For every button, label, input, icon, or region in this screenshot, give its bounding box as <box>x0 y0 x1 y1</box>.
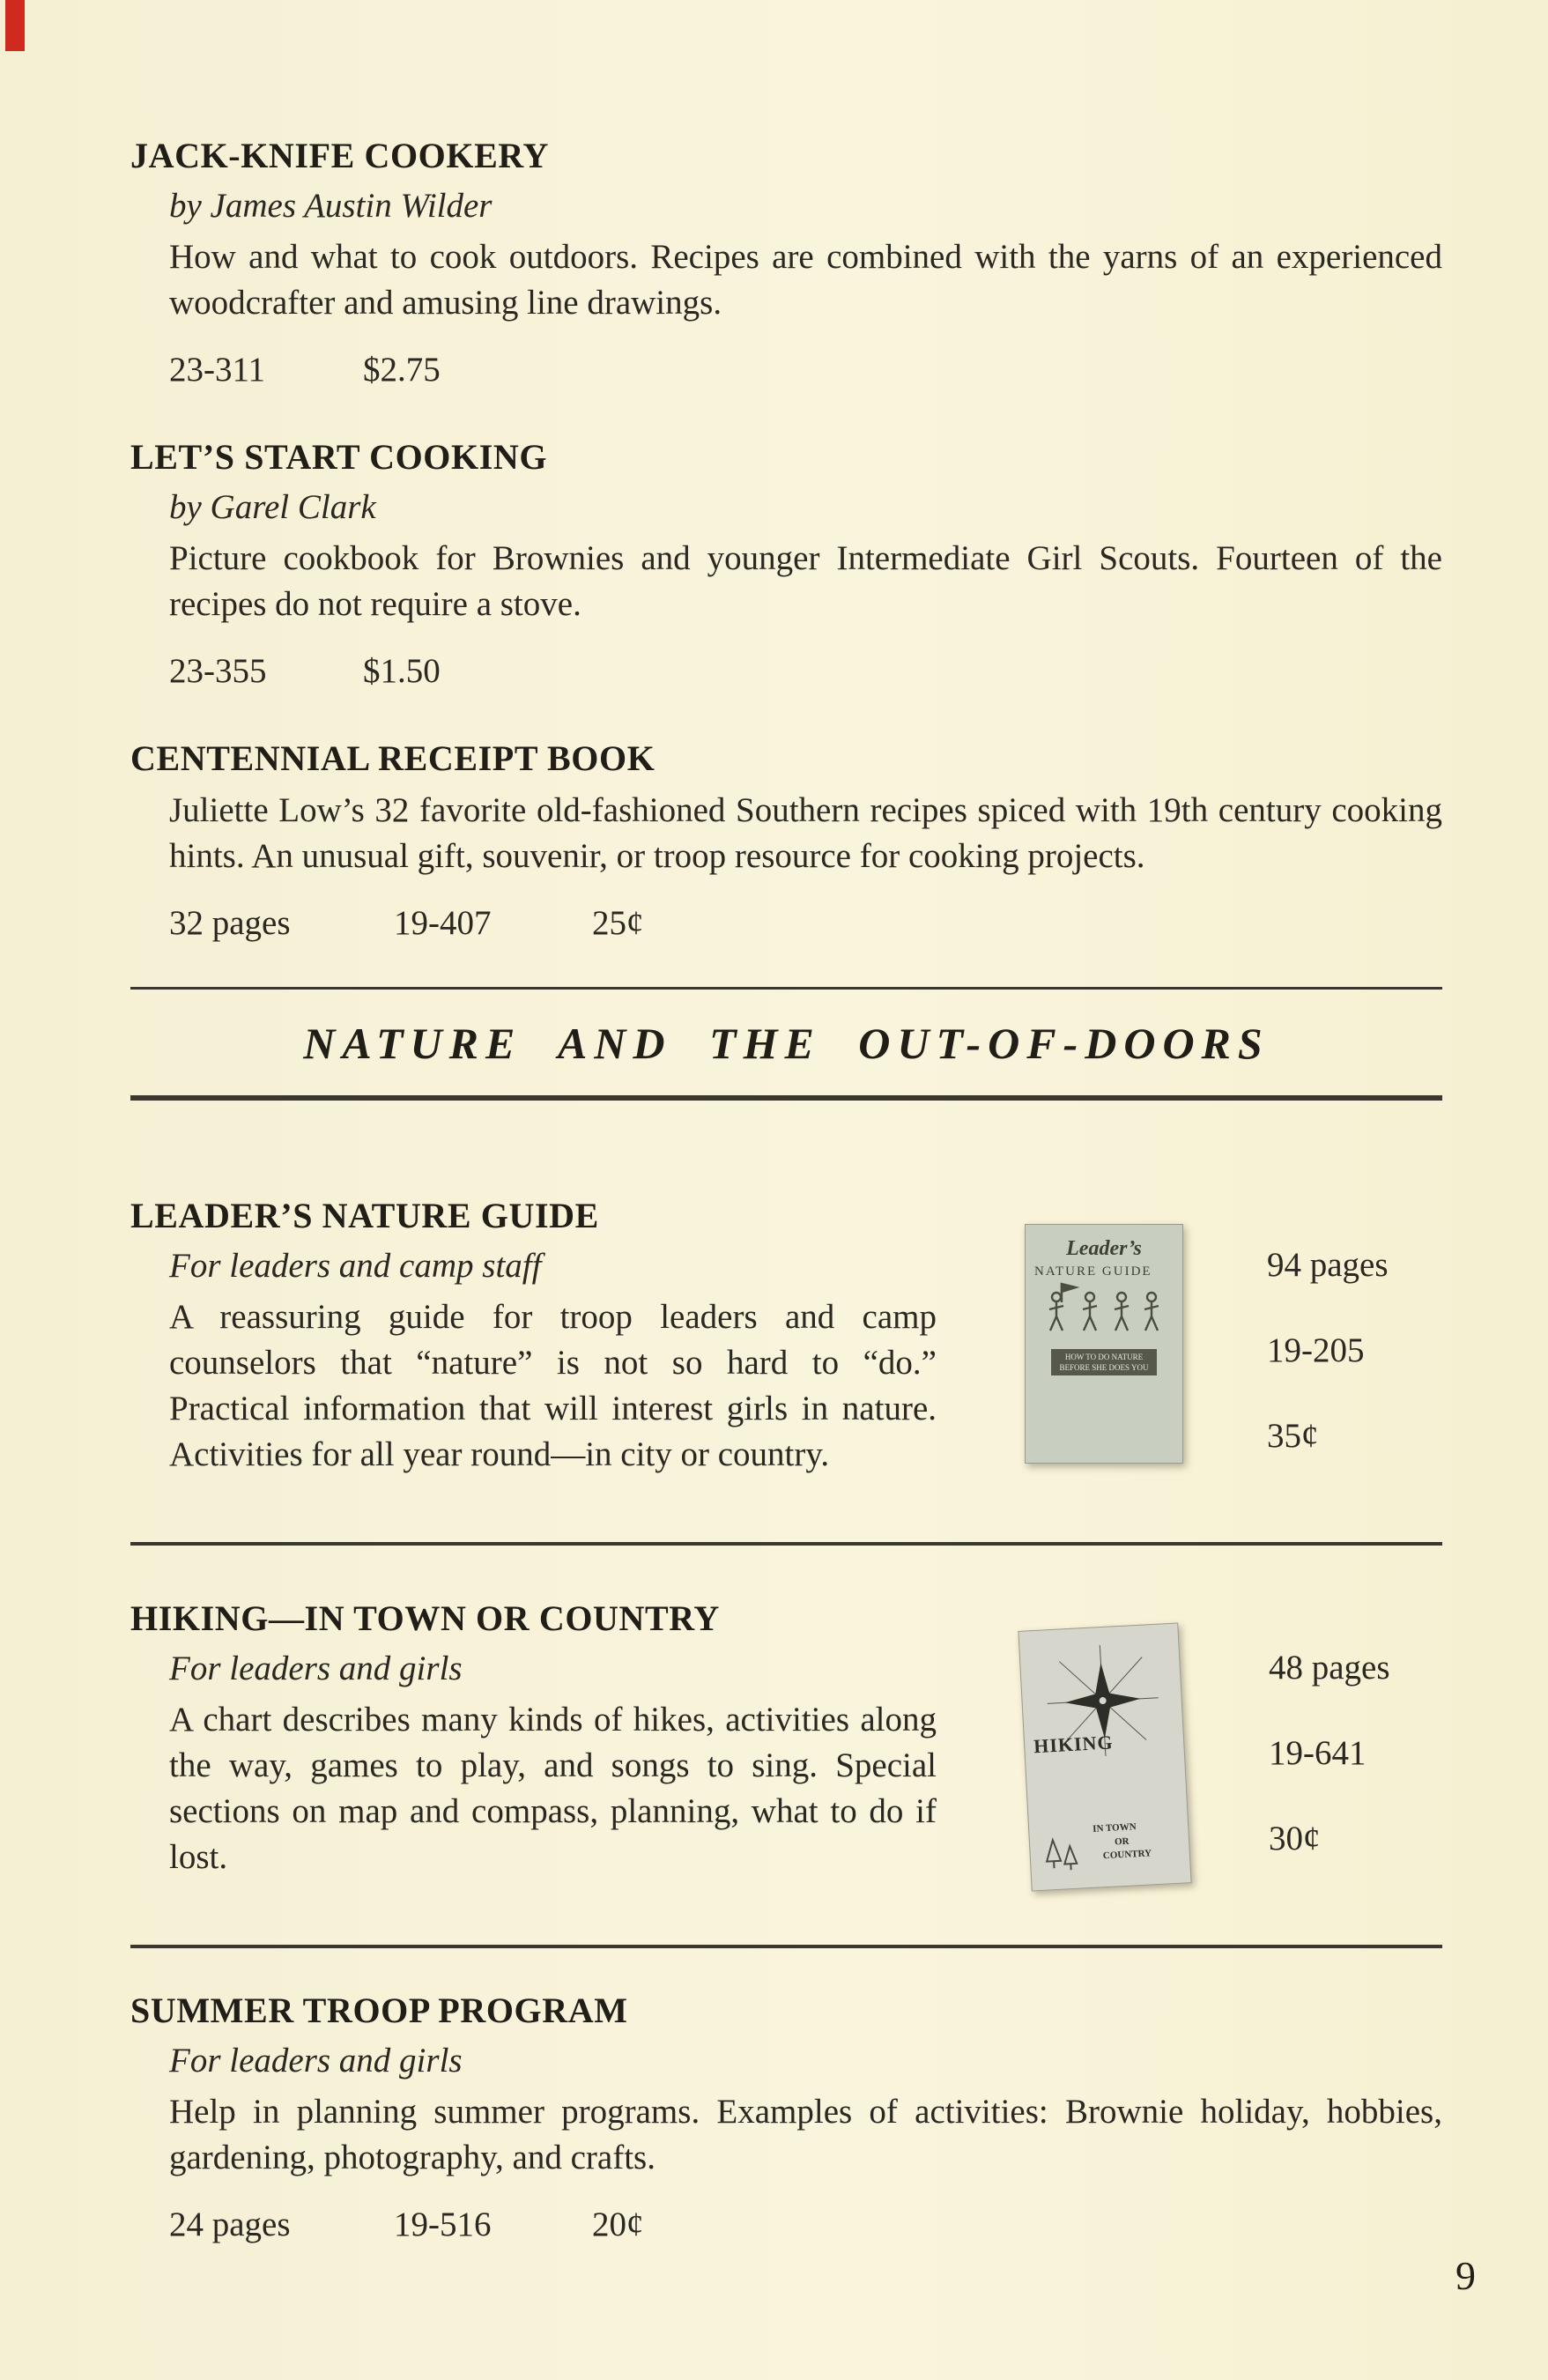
entry-description: Juliette Low’s 32 favorite old-fashioned Southern recipes spiced with 19th century cooking hints. An unusual gift, souvenir, or troop resource for cooking projects. <box>169 791 1442 875</box>
entry-description: A chart describes many kinds of hikes, activities along the way, games to play, and songs to sing. Special sections on map and compass, planning, what to do if lost. <box>169 1701 937 1876</box>
book-cover-column <box>1025 1595 1185 1887</box>
catalog-code: 19-516 <box>394 2206 492 2243</box>
cover-subtitle-line1: IN TOWN <box>1092 1821 1137 1835</box>
price: $2.75 <box>363 351 441 389</box>
book-cover-column <box>1025 1192 1183 1464</box>
catalog-code: 23-355 <box>169 652 267 690</box>
section-header <box>130 987 1442 1101</box>
entry-meta <box>169 649 1442 694</box>
catalog-code: 19-407 <box>394 904 492 942</box>
entry-title: LET’S START COOKING <box>130 437 548 477</box>
entry-body <box>169 1243 937 1478</box>
price: 20¢ <box>592 2206 644 2243</box>
page-count: 32 pages <box>169 904 291 942</box>
entry-body <box>169 788 1442 946</box>
nature-guide-book-cover <box>1025 1224 1183 1464</box>
cover-caption <box>1051 1349 1157 1375</box>
hiking-book-cover <box>1018 1622 1191 1891</box>
entry-title: SUMMER TROOP PROGRAM <box>130 1991 628 2030</box>
entry-description: A reassuring guide for troop leaders and camp counselors that “nature” is not so hard to “do.” Practical information that will interest girls in nature. Activities for all year round—in city or country. <box>169 1298 937 1473</box>
entry-meta <box>169 347 1442 393</box>
price: 35¢ <box>1267 1417 1319 1455</box>
section-title: NATURE AND THE OUT-OF-DOORS <box>303 1019 1270 1068</box>
entry-meta-column <box>1267 1192 1389 1501</box>
stick-figures-illustration <box>1035 1279 1173 1338</box>
page-count: 48 pages <box>1269 1649 1390 1687</box>
cover-subtitle-line3: COUNTRY <box>1102 1848 1152 1862</box>
catalog-entry-jack-knife-cookery <box>130 132 1442 393</box>
entry-title: LEADER’S NATURE GUIDE <box>130 1196 599 1235</box>
cover-script-title: Leader’s <box>1066 1237 1142 1260</box>
catalog-entry-hiking <box>130 1595 1442 1904</box>
entry-body <box>169 1646 937 1880</box>
catalog-entry-leaders-nature-guide <box>130 1192 1442 1501</box>
price: 30¢ <box>1269 1820 1321 1857</box>
price: $1.50 <box>363 652 441 690</box>
scan-red-mark <box>5 0 25 51</box>
entry-description: Help in planning summer programs. Examples of activities: Brownie holiday, hobbies, gardening, photography, and crafts. <box>169 2093 1442 2176</box>
catalog-entry-centennial-receipt-book <box>130 735 1442 946</box>
divider <box>130 1095 1442 1101</box>
catalog-code: 19-641 <box>1269 1734 1367 1772</box>
page-number: 9 <box>1455 2253 1476 2298</box>
cover-caption-line2: BEFORE SHE DOES YOU <box>1059 1363 1149 1372</box>
price: 25¢ <box>592 904 644 942</box>
catalog-entry-lets-start-cooking <box>130 434 1442 694</box>
cover-title: NATURE GUIDE <box>1034 1264 1152 1279</box>
entry-meta <box>169 2202 1442 2248</box>
entry-byline: by Garel Clark <box>169 488 376 526</box>
entry-text-column <box>130 1192 937 1478</box>
trees-illustration <box>1032 1812 1088 1876</box>
entry-meta-column <box>1269 1595 1390 1904</box>
entry-title: CENTENNIAL RECEIPT BOOK <box>130 738 655 778</box>
entry-byline: For leaders and girls <box>169 2042 463 2080</box>
catalog-code: 19-205 <box>1267 1331 1365 1369</box>
cover-title: HIKING <box>1033 1731 1115 1758</box>
entry-description: How and what to cook outdoors. Recipes are combined with the yarns of an experienced woodcrafter and amusing line drawings. <box>169 238 1442 322</box>
catalog-entry-summer-troop-program <box>130 1987 1442 2248</box>
entry-byline: For leaders and girls <box>169 1650 463 1687</box>
entry-byline: For leaders and camp staff <box>169 1247 542 1285</box>
divider <box>130 987 1442 990</box>
catalog-code: 23-311 <box>169 351 266 389</box>
entry-meta <box>169 901 1442 946</box>
page-count: 94 pages <box>1267 1246 1389 1284</box>
cover-caption-line1: HOW TO DO NATURE <box>1064 1353 1144 1361</box>
entry-body <box>169 183 1442 393</box>
entry-byline: by James Austin Wilder <box>169 187 493 225</box>
page-count: 24 pages <box>169 2206 291 2243</box>
entry-text-column <box>130 1595 937 1880</box>
divider <box>130 1542 1442 1546</box>
entry-body <box>169 2038 1442 2248</box>
cover-subtitle-line2: OR <box>1114 1835 1130 1848</box>
entry-title: JACK-KNIFE COOKERY <box>130 136 549 175</box>
entry-description: Picture cookbook for Brownies and younger Intermediate Girl Scouts. Fourteen of the recipes do not require a stove. <box>169 539 1442 623</box>
divider <box>130 1945 1442 1948</box>
entry-body <box>169 485 1442 694</box>
entry-title: HIKING—IN TOWN OR COUNTRY <box>130 1598 720 1638</box>
